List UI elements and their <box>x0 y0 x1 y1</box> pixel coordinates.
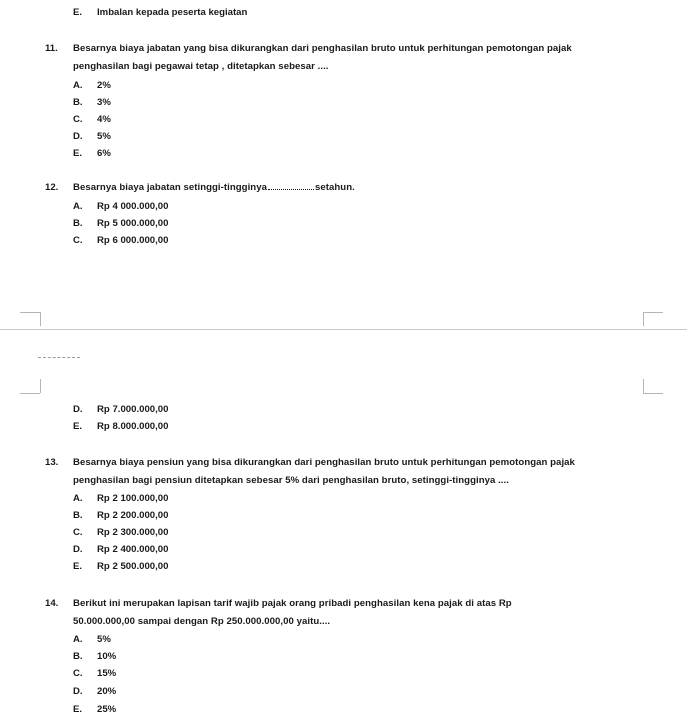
option-letter: C. <box>73 114 83 125</box>
question-number: 12. <box>45 182 59 193</box>
margin-corner-mark <box>643 312 663 313</box>
option-letter: A. <box>73 201 83 212</box>
question-number: 11. <box>45 43 58 54</box>
margin-corner-mark <box>643 393 663 394</box>
option-text: 10% <box>97 651 117 662</box>
option-text: 2% <box>97 80 111 91</box>
option-letter: D. <box>73 686 83 697</box>
option-text: 3% <box>97 97 111 108</box>
option-text: Rp 2 300.000,00 <box>97 527 169 538</box>
option-text: Rp 2 100.000,00 <box>97 493 169 504</box>
question-text-line: 50.000.000,00 sampai dengan Rp 250.000.000,00 yaitu.... <box>73 616 331 627</box>
page-separator-line <box>0 329 687 330</box>
margin-corner-mark <box>40 312 41 326</box>
option-letter: A. <box>73 493 83 504</box>
option-text: 25% <box>97 704 117 715</box>
question-number: 13. <box>45 457 59 468</box>
option-letter: A. <box>73 634 83 645</box>
option-letter: B. <box>73 218 83 229</box>
option-text: Rp 8.000.000,00 <box>97 421 169 432</box>
option-letter: D. <box>73 544 83 555</box>
question-text: Besarnya biaya jabatan setinggi-tingginya <box>73 182 267 193</box>
option-letter: D. <box>73 404 83 415</box>
option-text: 6% <box>97 148 111 159</box>
option-letter: A. <box>73 80 83 91</box>
question-text-line: penghasilan bagi pensiun ditetapkan sebesar 5% dari penghasilan bruto, setinggi-tingginya .... <box>73 475 509 486</box>
option-letter: E. <box>73 148 83 159</box>
option-text: 15% <box>97 668 117 679</box>
option-letter: E. <box>73 7 83 18</box>
option-text: 20% <box>97 686 117 697</box>
option-letter: C. <box>73 668 83 679</box>
dashed-separator <box>38 357 80 358</box>
question-text-line: Besarnya biaya jabatan yang bisa dikurangkan dari penghasilan bruto untuk perhitungan pemotongan pajak <box>73 43 572 54</box>
option-letter: B. <box>73 651 83 662</box>
option-text: 5% <box>97 131 111 142</box>
question-text-line: Berikut ini merupakan lapisan tarif wajib pajak orang pribadi penghasilan kena pajak di atas Rp <box>73 598 512 609</box>
margin-corner-mark <box>20 312 40 313</box>
option-letter: B. <box>73 510 83 521</box>
option-letter: B. <box>73 97 83 108</box>
option-text: Rp 2 500.000,00 <box>97 561 169 572</box>
option-text: 5% <box>97 634 111 645</box>
option-letter: C. <box>73 527 83 538</box>
option-letter: C. <box>73 235 83 246</box>
margin-corner-mark <box>643 379 644 393</box>
option-letter: E. <box>73 421 83 432</box>
option-letter: E. <box>73 704 83 715</box>
question-text-line: Besarnya biaya pensiun yang bisa dikurangkan dari penghasilan bruto untuk perhitungan pemotongan pajak <box>73 457 575 468</box>
option-text: Rp 2 400.000,00 <box>97 544 169 555</box>
fill-in-blank <box>268 183 314 190</box>
option-text: Rp 5 000.000,00 <box>97 218 169 229</box>
question-text-line <box>73 182 355 193</box>
margin-corner-mark <box>40 379 41 393</box>
option-letter: E. <box>73 561 83 572</box>
question-number: 14. <box>45 598 59 609</box>
option-text: Imbalan kepada peserta kegiatan <box>97 7 248 18</box>
margin-corner-mark <box>643 312 644 326</box>
question-text-line: penghasilan bagi pegawai tetap , ditetapkan sebesar .... <box>73 61 329 72</box>
option-text: Rp 2 200.000,00 <box>97 510 169 521</box>
option-text: 4% <box>97 114 111 125</box>
option-letter: D. <box>73 131 83 142</box>
option-text: Rp 6 000.000,00 <box>97 235 169 246</box>
option-text: Rp 4 000.000,00 <box>97 201 169 212</box>
margin-corner-mark <box>20 393 40 394</box>
option-text: Rp 7.000.000,00 <box>97 404 169 415</box>
question-text: setahun. <box>314 182 355 193</box>
